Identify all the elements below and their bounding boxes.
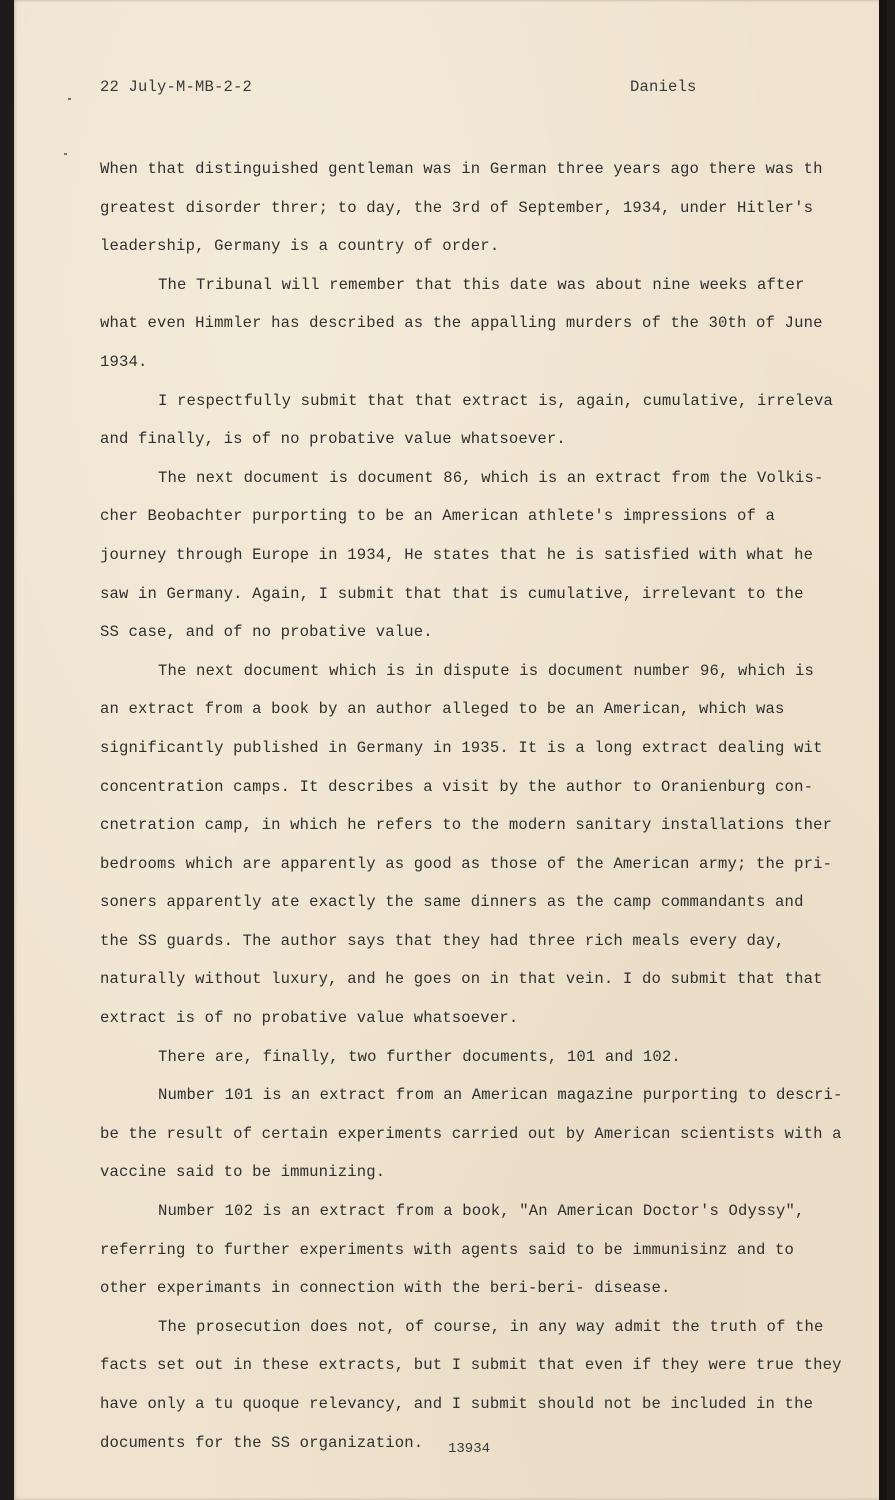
text-line: Number 101 is an extract from an American magazine purporting to descri-	[158, 1086, 843, 1105]
text-line: The Tribunal will remember that this date was about nine weeks after	[158, 275, 805, 294]
document-reference: 22 July-M-MB-2-2	[100, 78, 253, 96]
text-line: documents for the SS organization.	[100, 1433, 424, 1452]
text-line: Number 102 is an extract from a book, "An American Doctor's Odyssy",	[158, 1202, 805, 1221]
text-line: other experimants in connection with the beri-beri- disease.	[100, 1279, 671, 1298]
text-line: and finally, is of no probative value whatsoever.	[100, 430, 566, 449]
text-line: referring to further experiments with agents said to be immunisinz and to	[100, 1240, 795, 1259]
page-header	[100, 78, 700, 102]
text-line: greatest disorder threr; to day, the 3rd of September, 1934, under Hitler's	[100, 198, 814, 217]
text-line: have only a tu quoque relevancy, and I submit should not be included in the	[100, 1395, 814, 1413]
text-line: extract is of no probative value whatsoever.	[100, 1009, 519, 1028]
document-page	[14, 0, 887, 1500]
text-line: cnetration camp, in which he refers to the modern sanitary installations ther	[100, 816, 833, 835]
text-line: the SS guards. The author says that they had three rich meals every day,	[100, 931, 785, 950]
text-line: I respectfully submit that that extract is, again, cumulative, irreleva	[158, 391, 834, 410]
text-line: saw in Germany. Again, I submit that that is cumulative, irrelevant to the	[100, 584, 804, 603]
text-line: leadership, Germany is a country of order.	[100, 237, 500, 256]
text-line: significantly published in Germany in 1935. It is a long extract dealing wit	[100, 738, 823, 757]
text-line: 1934.	[100, 352, 148, 371]
transcript-body	[100, 150, 860, 1462]
text-line: an extract from a book by an author alleged to be an American, which was	[100, 700, 785, 719]
text-line: be the result of certain experiments carried out by American scientists with a	[100, 1124, 842, 1143]
text-line: The next document which is in dispute is document number 96, which is	[158, 661, 815, 680]
text-line: The prosecution does not, of course, in any way admit the truth of the	[158, 1317, 824, 1336]
text-line: facts set out in these extracts, but I submit that even if they were true they	[100, 1356, 842, 1375]
text-line: There are, finally, two further documents, 101 and 102.	[158, 1047, 681, 1066]
text-line: concentration camps. It describes a visit by the author to Oranienburg con-	[100, 777, 814, 796]
text-line: naturally without luxury, and he goes on in that vein. I do submit that that	[100, 970, 823, 989]
text-line: When that distinguished gentleman was in German three years ago there was th	[100, 160, 823, 178]
margin-mark	[68, 98, 71, 100]
speaker-name: Daniels	[630, 78, 697, 96]
text-line: SS case, and of no probative value.	[100, 623, 433, 642]
text-line: The next document is document 86, which is an extract from the Volkis-	[158, 468, 824, 487]
text-line: journey through Europe in 1934, He states that he is satisfied with what he	[100, 545, 814, 564]
text-line: bedrooms which are apparently as good as those of the American army; the pri-	[100, 854, 833, 873]
page-number: 13934	[448, 1441, 491, 1457]
page-edge	[879, 0, 887, 1500]
text-line: soners apparently ate exactly the same dinners as the camp commandants and	[100, 893, 804, 912]
text-line: cher Beobachter purporting to be an American athlete's impressions of a	[100, 507, 776, 526]
margin-mark	[64, 153, 67, 155]
text-line: vaccine said to be immunizing.	[100, 1163, 386, 1182]
text-line: what even Himmler has described as the appalling murders of the 30th of June	[100, 314, 823, 333]
